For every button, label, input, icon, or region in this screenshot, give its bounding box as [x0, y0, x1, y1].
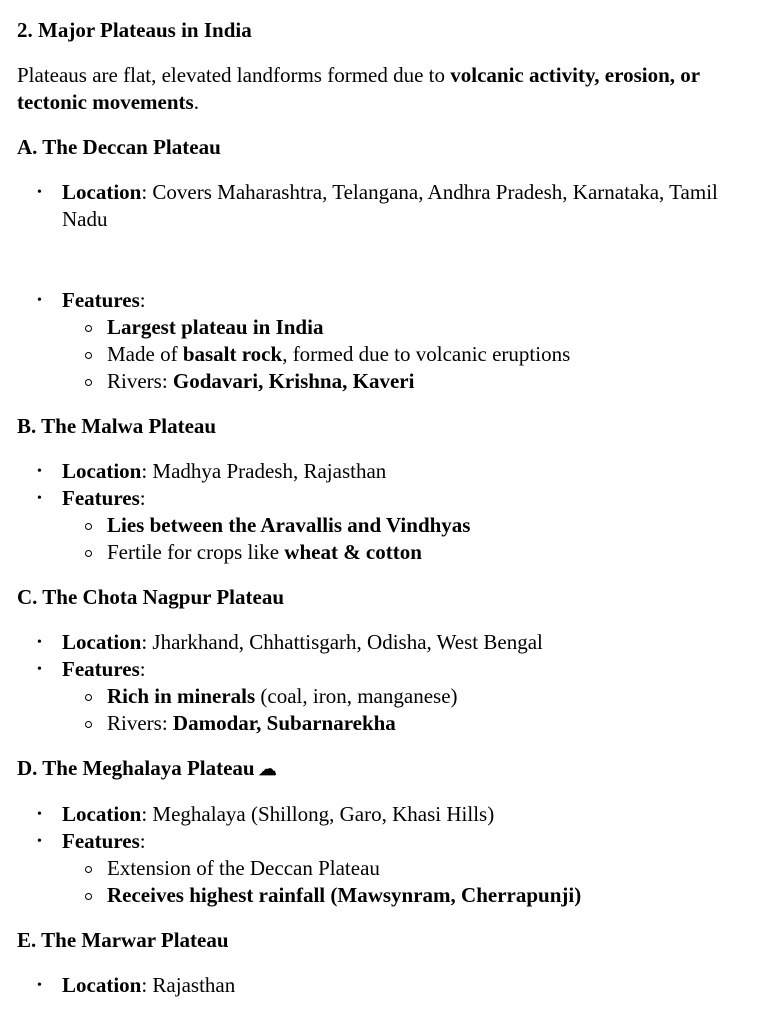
features-label: Features — [62, 288, 140, 312]
page-title: 2. Major Plateaus in India — [17, 18, 252, 42]
intro-end: . — [193, 90, 199, 114]
deccan-feature-3 — [62, 368, 722, 395]
marwar-heading: E. The Marwar Plateau — [17, 928, 229, 952]
chota-location-item — [17, 629, 722, 656]
chota-feature-1-post: (coal, iron, manganese) — [255, 684, 458, 708]
colon: : — [139, 486, 146, 510]
chota-features-list — [62, 683, 722, 737]
meghalaya-heading-text: D. The Meghalaya Plateau — [17, 756, 255, 780]
marwar-location-value: : Rajasthan — [141, 973, 236, 997]
deccan-list — [17, 179, 768, 395]
deccan-heading: A. The Deccan Plateau — [17, 135, 221, 159]
cloud-icon: ☁ — [258, 759, 277, 779]
chota-feature-2 — [62, 710, 722, 737]
malwa-features-list — [62, 512, 722, 566]
deccan-location-item — [17, 179, 722, 233]
colon: : — [139, 657, 146, 681]
deccan-feature-2-pre: Made of — [107, 342, 183, 366]
location-label: Location — [62, 802, 142, 826]
chota-list — [17, 629, 768, 737]
malwa-feature-1-text: Lies between the Aravallis and Vindhyas — [107, 513, 471, 537]
meghalaya-feature-1 — [62, 855, 722, 882]
intro-paragraph — [17, 62, 737, 116]
features-label: Features — [62, 657, 140, 681]
deccan-feature-1-text: Largest plateau in India — [107, 315, 324, 339]
rivers-label: Rivers: — [107, 369, 173, 393]
malwa-feature-1 — [62, 512, 722, 539]
meghalaya-feature-2-text: Receives highest rainfall (Mawsynram, Cherrapunji) — [107, 883, 582, 907]
chota-features-item — [17, 656, 722, 737]
rivers-label: Rivers: — [107, 711, 173, 735]
malwa-features-item — [17, 485, 722, 566]
malwa-heading: B. The Malwa Plateau — [17, 414, 217, 438]
location-label: Location — [62, 459, 142, 483]
location-label: Location — [62, 973, 142, 997]
malwa-feature-2 — [62, 539, 722, 566]
colon: : — [139, 288, 146, 312]
meghalaya-feature-1-text: Extension of the Deccan Plateau — [107, 856, 380, 880]
malwa-location-item — [17, 458, 722, 485]
intro-text: Plateaus are flat, elevated landforms formed due to — [17, 63, 451, 87]
deccan-feature-2-bold: basalt rock — [182, 342, 283, 366]
features-label: Features — [62, 829, 140, 853]
malwa-feature-2-pre: Fertile for crops like — [107, 540, 285, 564]
location-label: Location — [62, 180, 142, 204]
deccan-rivers: Godavari, Krishna, Kaveri — [172, 369, 415, 393]
meghalaya-list — [17, 801, 768, 909]
malwa-feature-2-bold: wheat & cotton — [284, 540, 422, 564]
chota-feature-1 — [62, 683, 722, 710]
chota-rivers: Damodar, Subarnarekha — [172, 711, 396, 735]
deccan-feature-2 — [62, 341, 722, 368]
features-label: Features — [62, 486, 140, 510]
marwar-list — [17, 972, 768, 999]
deccan-feature-2-post: , formed due to volcanic eruptions — [282, 342, 571, 366]
meghalaya-location-value: : Meghalaya (Shillong, Garo, Khasi Hills) — [141, 802, 495, 826]
deccan-location-value: : Covers Maharashtra, Telangana, Andhra Pradesh, Karnataka, Tamil Nadu — [62, 180, 718, 231]
intro-bold: volcanic activity, erosion, or tectonic movements — [17, 63, 700, 114]
malwa-list — [17, 458, 768, 566]
meghalaya-features-item — [17, 828, 722, 909]
meghalaya-heading — [17, 755, 768, 783]
deccan-features-list — [62, 314, 722, 395]
chota-location-value: : Jharkhand, Chhattisgarh, Odisha, West Bengal — [141, 630, 543, 654]
deccan-features-item — [17, 287, 722, 395]
chota-heading: C. The Chota Nagpur Plateau — [17, 585, 285, 609]
meghalaya-feature-2 — [62, 882, 722, 909]
meghalaya-location-item — [17, 801, 722, 828]
location-label: Location — [62, 630, 142, 654]
marwar-location-item — [17, 972, 722, 999]
deccan-feature-1 — [62, 314, 722, 341]
malwa-location-value: : Madhya Pradesh, Rajasthan — [141, 459, 387, 483]
meghalaya-features-list — [62, 855, 722, 909]
chota-feature-1-bold: Rich in minerals — [107, 684, 256, 708]
colon: : — [139, 829, 146, 853]
